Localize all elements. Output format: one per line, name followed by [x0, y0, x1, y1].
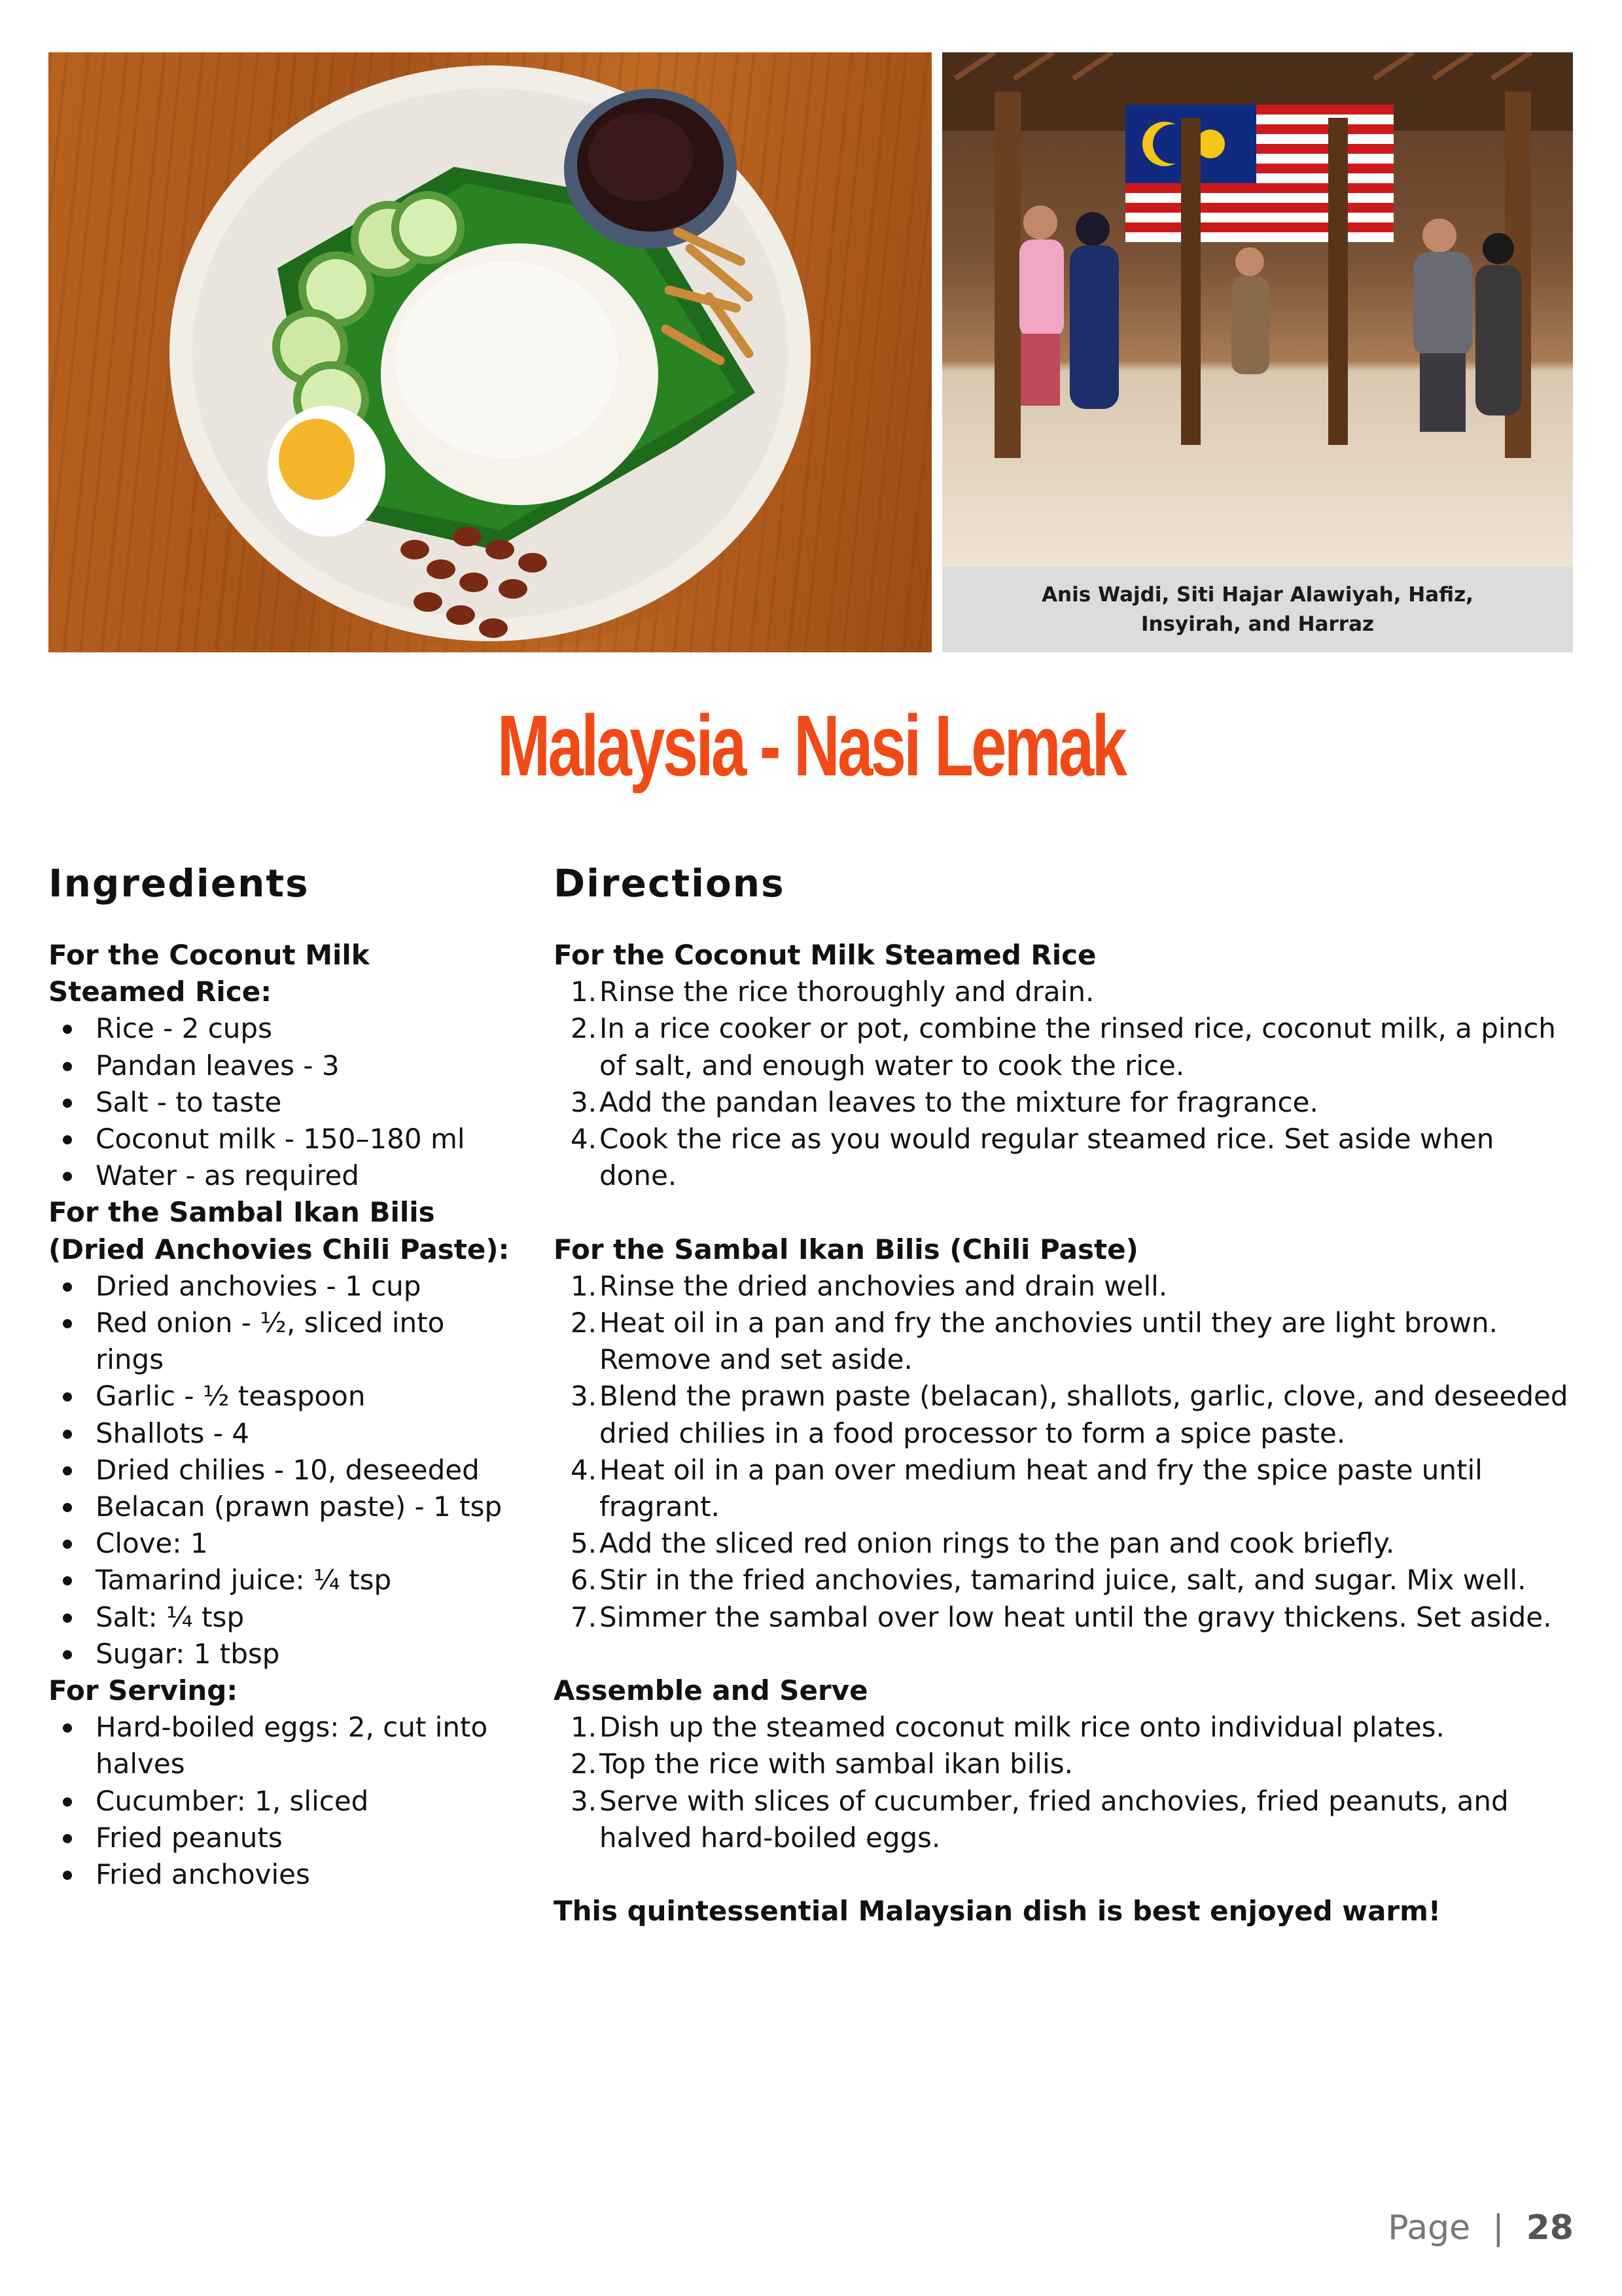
step-number: 1. — [571, 1269, 597, 1302]
step-number: 2. — [571, 1307, 597, 1339]
ingredient-item: Dried anchovies - 1 cup — [48, 1268, 520, 1305]
step-number: 3. — [571, 1086, 597, 1118]
ingredient-item: Clove: 1 — [48, 1525, 520, 1562]
ingredient-item: Red onion - ½, sliced into rings — [48, 1305, 520, 1378]
ingredient-item: Shallots - 4 — [48, 1415, 520, 1452]
ingredient-item: Rice - 2 cups — [48, 1010, 520, 1047]
ingredient-item: Fried anchovies — [48, 1856, 520, 1893]
step-number: 2. — [571, 1748, 597, 1780]
direction-section-title: Assemble and Serve — [554, 1674, 868, 1707]
direction-steps — [554, 1709, 1574, 1856]
ingredient-group-title-line: For the Sambal Ikan Bilis — [48, 1196, 435, 1229]
ingredient-group-title — [48, 1194, 520, 1267]
page-label: Page — [1388, 2208, 1471, 2248]
direction-step — [554, 1121, 1574, 1194]
step-text: Serve with slices of cucumber, fried anchovies, fried peanuts, and halved hard-boiled eggs. — [599, 1784, 1509, 1854]
ingredient-item: Cucumber: 1, sliced — [48, 1783, 520, 1820]
ingredient-item: Salt: ¼ tsp — [48, 1599, 520, 1636]
direction-step — [554, 1783, 1574, 1856]
ingredient-group-title — [48, 937, 520, 1010]
page-title: Malaysia - Nasi Lemak — [497, 698, 1125, 794]
step-number: 5. — [571, 1527, 597, 1560]
nasi-lemak-photo — [48, 52, 932, 652]
ingredient-group-title-line: (Dried Anchovies Chili Paste): — [48, 1233, 510, 1265]
ingredient-group-items — [48, 1010, 520, 1194]
photo-caption — [942, 567, 1573, 652]
photo-caption-line: Anis Wajdi, Siti Hajar Alawiyah, Hafiz, — [1042, 582, 1473, 607]
ingredient-item: Sugar: 1 tbsp — [48, 1636, 520, 1672]
direction-step — [554, 974, 1574, 1010]
ingredient-item: Salt - to taste — [48, 1084, 520, 1121]
photo-caption-line: Insyirah, and Harraz — [1140, 612, 1375, 636]
direction-step — [554, 1746, 1574, 1782]
family-photo — [942, 52, 1573, 567]
ingredient-item: Pandan leaves - 3 — [48, 1048, 520, 1084]
ingredient-item: Garlic - ½ teaspoon — [48, 1378, 520, 1415]
step-text: Heat oil in a pan over medium heat and fry the spice paste until fragrant. — [599, 1453, 1483, 1523]
direction-section-title: For the Sambal Ikan Bilis (Chili Paste) — [554, 1233, 1138, 1265]
ingredient-item: Water - as required — [48, 1157, 520, 1194]
direction-step — [554, 1452, 1574, 1525]
step-text: Rinse the rice thoroughly and drain. — [599, 976, 1095, 1008]
direction-step — [554, 1709, 1574, 1746]
step-number: 3. — [571, 1784, 597, 1817]
directions-heading: Directions — [554, 861, 785, 906]
step-number: 1. — [571, 1711, 597, 1744]
ingredients-list — [48, 937, 520, 1893]
step-text: Top the rice with sambal ikan bilis. — [599, 1748, 1073, 1780]
direction-step — [554, 1599, 1574, 1636]
step-text: Dish up the steamed coconut milk rice onto individual plates. — [599, 1711, 1445, 1744]
ingredient-group-title: For Serving: — [48, 1674, 238, 1707]
step-number: 4. — [571, 1453, 597, 1486]
ingredient-group-title-line: Steamed Rice: — [48, 976, 272, 1008]
ingredient-group-title-line: For the Coconut Milk — [48, 939, 370, 971]
direction-step — [554, 1010, 1574, 1084]
ingredient-item: Tamarind juice: ¼ tsp — [48, 1562, 520, 1598]
nasi-lemak-plate-illustration — [48, 52, 932, 652]
direction-section-title: For the Coconut Milk Steamed Rice — [554, 939, 1097, 971]
step-text: Blend the prawn paste (belacan), shallots, garlic, clove, and deseeded dried chilies in a food processor to form a spice paste. — [599, 1380, 1568, 1449]
step-text: Rinse the dried anchovies and drain well. — [599, 1269, 1168, 1302]
step-text: Add the pandan leaves to the mixture for fragrance. — [599, 1086, 1318, 1118]
closing-note: This quintessential Malaysian dish is best enjoyed warm! — [554, 1895, 1441, 1928]
direction-steps — [554, 974, 1574, 1194]
step-number: 6. — [571, 1564, 597, 1597]
step-number: 7. — [571, 1600, 597, 1633]
direction-step — [554, 1305, 1574, 1378]
page-footer — [1388, 2205, 1574, 2251]
direction-step — [554, 1378, 1574, 1451]
direction-step — [554, 1562, 1574, 1598]
ingredients-heading: Ingredients — [48, 861, 309, 906]
step-number: 3. — [571, 1380, 597, 1413]
ingredient-item: Hard-boiled eggs: 2, cut into halves — [48, 1709, 520, 1782]
ingredient-item: Fried peanuts — [48, 1820, 520, 1856]
ingredient-group-items — [48, 1709, 520, 1893]
page-number: 28 — [1526, 2208, 1574, 2248]
directions-list — [554, 937, 1574, 1930]
step-text: Simmer the sambal over low heat until the gravy thickens. Set aside. — [599, 1600, 1552, 1633]
step-text: Heat oil in a pan and fry the anchovies until they are light brown. Remove and set aside. — [599, 1307, 1498, 1376]
family-under-flag-illustration — [942, 52, 1573, 567]
step-number: 2. — [571, 1012, 597, 1045]
direction-step — [554, 1525, 1574, 1562]
ingredient-item: Belacan (prawn paste) - 1 tsp — [48, 1489, 520, 1525]
step-text: Stir in the fried anchovies, tamarind juice, salt, and sugar. Mix well. — [599, 1564, 1526, 1597]
footer-separator: | — [1492, 2208, 1504, 2248]
direction-step — [554, 1084, 1574, 1121]
ingredient-group-items — [48, 1268, 520, 1672]
direction-step — [554, 1268, 1574, 1305]
ingredient-item: Dried chilies - 10, deseeded — [48, 1452, 520, 1489]
step-text: In a rice cooker or pot, combine the rinsed rice, coconut milk, a pinch of salt, and enough water to cook the rice. — [599, 1012, 1556, 1082]
step-number: 4. — [571, 1123, 597, 1156]
step-number: 1. — [571, 976, 597, 1008]
ingredient-item: Coconut milk - 150–180 ml — [48, 1121, 520, 1157]
step-text: Cook the rice as you would regular steamed rice. Set aside when done. — [599, 1123, 1494, 1192]
step-text: Add the sliced red onion rings to the pan and cook briefly. — [599, 1527, 1395, 1560]
direction-steps — [554, 1268, 1574, 1636]
